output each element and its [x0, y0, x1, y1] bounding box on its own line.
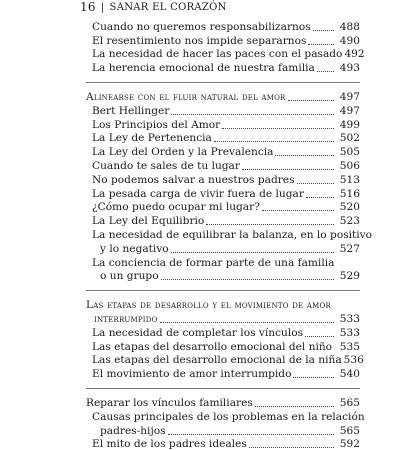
dot-leader	[168, 434, 334, 435]
toc-entry[interactable]: La necesidad de hacer las paces con el pasado 492	[92, 48, 365, 61]
dot-leader	[242, 169, 334, 170]
table-of-contents	[86, 19, 373, 450]
toc-entry[interactable]: No podemos salvar a nuestros padres 513	[92, 173, 360, 186]
dot-leader	[293, 377, 334, 378]
dot-leader	[275, 155, 334, 156]
toc-entry[interactable]: La pesada carga de vivir fuera de lugar 516	[92, 187, 360, 200]
running-header	[80, 0, 227, 14]
section-divider	[86, 290, 360, 291]
header-separator: |	[100, 1, 105, 13]
dot-leader	[214, 141, 334, 142]
dot-leader	[297, 183, 334, 184]
dot-leader	[305, 336, 334, 337]
toc-entry[interactable]: Las etapas del desarrollo emocional de la niña 536	[92, 354, 364, 367]
toc-entry-wrapped[interactable]	[86, 255, 360, 283]
toc-entry[interactable]: ¿Cómo puedo ocupar mi lugar? 520	[92, 201, 360, 214]
dot-leader	[171, 114, 334, 115]
toc-entry[interactable]: El movimiento de amor interrumpido 540	[92, 368, 360, 381]
section-divider	[86, 388, 360, 389]
page-number: 16	[80, 0, 96, 14]
toc-entry[interactable]: Cuando no queremos responsabilizarnos 488	[92, 20, 360, 33]
toc-entry-continuation: y lo negativo 527	[100, 242, 360, 255]
toc-entry-continuation: o un grupo 529	[100, 270, 360, 283]
toc-entry[interactable]: El mito de los padres ideales 592	[92, 438, 360, 450]
toc-entry-line: Causas principales de los problemas en la relación	[92, 410, 365, 423]
dot-leader	[160, 322, 334, 323]
toc-entry[interactable]: Bert Hellinger 497	[92, 104, 360, 117]
toc-section-title[interactable]: Alinearse con el fluir natural del amor 497	[86, 90, 360, 103]
toc-entry[interactable]: La Ley de Pertenencia 502	[92, 132, 360, 145]
dot-leader	[161, 279, 334, 280]
toc-entry[interactable]: El resentimiento nos impide separarnos 490	[92, 34, 360, 47]
toc-entry-continuation: padres-hijos 565	[100, 424, 360, 437]
toc-section-title[interactable]	[86, 297, 360, 325]
book-title: SANAR EL CORAZÓN	[109, 1, 227, 13]
toc-block-continued	[86, 19, 365, 75]
section-title-continuation: interrumpido 533	[86, 311, 360, 325]
dot-leader	[317, 71, 334, 72]
section-title-line: Las etapas de desarrollo y el movimiento de amor	[86, 299, 331, 312]
dot-leader	[206, 224, 334, 225]
toc-section-alinearse	[86, 89, 373, 283]
toc-entry-line: La necesidad de equilibrar la balanza, en lo positivo	[92, 228, 373, 241]
dot-leader	[222, 128, 334, 129]
dot-leader	[255, 406, 334, 407]
toc-section-reparar	[86, 395, 365, 450]
dot-leader	[313, 30, 334, 31]
dot-leader	[171, 252, 334, 253]
dot-leader	[262, 210, 334, 211]
toc-entry-wrapped[interactable]	[86, 227, 373, 255]
toc-section-title[interactable]: Reparar los vínculos familiares 565	[86, 396, 360, 409]
toc-entry[interactable]: Los Principios del Amor 499	[92, 118, 360, 131]
toc-entry[interactable]: Las etapas del desarrollo emocional del niño 535	[92, 340, 360, 353]
toc-entry[interactable]: La necesidad de completar los vínculos 533	[92, 326, 360, 339]
section-divider	[86, 82, 360, 83]
toc-section-etapas	[86, 297, 364, 381]
dot-leader	[308, 44, 334, 45]
toc-entry[interactable]: La Ley del Equilibrio 523	[92, 215, 360, 228]
dot-leader	[288, 100, 334, 101]
toc-entry[interactable]: La herencia emocional de nuestra familia 493	[92, 62, 360, 75]
toc-entry[interactable]: La Ley del Orden y la Prevalencia 505	[92, 146, 360, 159]
toc-entry[interactable]: Cuando te sales de tu lugar 506	[92, 159, 360, 172]
dot-leader	[306, 197, 334, 198]
dot-leader	[249, 447, 334, 448]
toc-entry-wrapped[interactable]	[86, 409, 365, 437]
toc-entry-line: La conciencia de formar parte de una familia	[92, 256, 335, 269]
